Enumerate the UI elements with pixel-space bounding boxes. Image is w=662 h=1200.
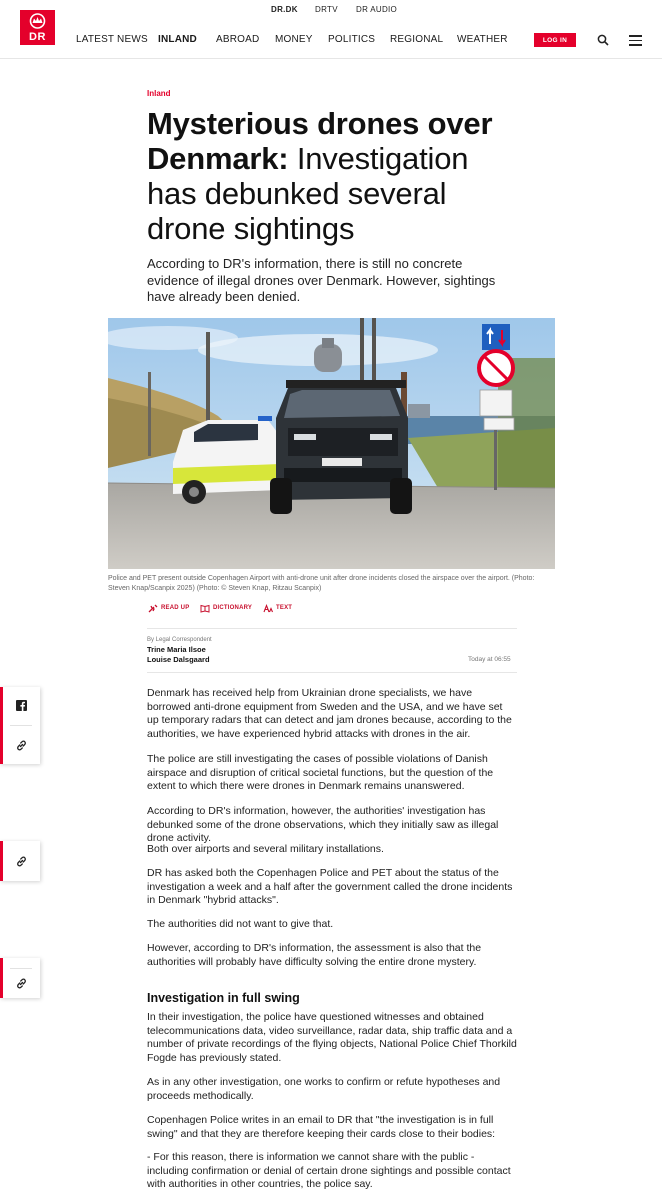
read-up-label: READ UP xyxy=(161,605,190,611)
nav-item-politics[interactable]: POLITICS xyxy=(328,34,376,45)
photo-caption: Police and PET present outside Copenhagen Airport with anti-drone unit after drone incidents closed the airspace over the airport. (Photo: Steven Knap/Scanpix 2025) (Photo: © Steven Knap, Ritzau Scanpix) xyxy=(108,575,535,592)
copy-link-button[interactable] xyxy=(3,965,40,1002)
nav-item-inland[interactable]: INLAND xyxy=(158,34,197,45)
hero-photo xyxy=(108,318,555,569)
login-button[interactable]: LOG IN xyxy=(534,33,576,47)
article-headline xyxy=(147,106,517,246)
nav-item-money[interactable]: MONEY xyxy=(275,34,313,45)
copy-link-button[interactable] xyxy=(3,843,40,880)
nav-item-regional[interactable]: REGIONAL xyxy=(390,34,444,45)
article-category[interactable]: Inland xyxy=(147,89,171,98)
search-icon[interactable] xyxy=(597,34,609,46)
logo-text: DR xyxy=(29,31,46,43)
copy-link-button[interactable] xyxy=(3,727,40,764)
share-rail-bottom xyxy=(0,958,40,998)
text-size-icon xyxy=(263,604,273,613)
book-icon xyxy=(200,604,210,613)
topbar-link-drtv[interactable]: DRTV xyxy=(315,5,338,14)
author-name[interactable]: Louise Dalsgaard xyxy=(147,655,210,664)
section-subheading: Investigation in full swing xyxy=(147,991,300,1005)
nav-item-weather[interactable]: WEATHER xyxy=(457,34,508,45)
nav-item-abroad[interactable]: ABROAD xyxy=(216,34,260,45)
body-paragraph: However, according to DR's information, the assessment is also that the authorities will probably have difficulty solving the entire drone mystery. xyxy=(147,942,482,968)
headline-rest: Investigation has debunked several drone sightings xyxy=(147,141,469,246)
tools-divider xyxy=(147,628,517,629)
share-rail-middle xyxy=(0,841,40,881)
body-paragraph: Copenhagen Police writes in an email to DR that "the investigation is in full swing" and that they are therefore keeping their cards close to their bodies: xyxy=(147,1114,496,1140)
body-paragraph: - For this reason, there is information we cannot share with the public - including confirmation or denial of certain drone sightings and possible contact with authorities in other countries, the police say. xyxy=(147,1151,511,1191)
byline-role: By Legal Correspondent xyxy=(147,637,212,643)
article-lead: According to DR's information, there is still no concrete evidence of illegal drones over Denmark. However, sightings have already been denied. xyxy=(147,256,496,304)
headline-strong: Mysterious drones over Denmark: xyxy=(147,106,493,176)
body-paragraph: The authorities did not want to give that. xyxy=(147,918,334,930)
crown-icon xyxy=(28,13,47,29)
hamburger-menu-icon[interactable] xyxy=(629,35,642,46)
nav-item-latest-news[interactable]: LATEST NEWS xyxy=(76,34,148,45)
link-icon xyxy=(16,978,27,989)
body-paragraph: As in any other investigation, one works to confirm or refute hypotheses and proceeds methodically. xyxy=(147,1076,501,1102)
body-paragraph: The police are still investigating the cases of possible violations of Danish airspace and disruption of critical societal functions, but the question of the extent to which there were drones in Denmark remains unanswered. xyxy=(147,753,494,793)
link-icon xyxy=(16,856,27,867)
nav-divider xyxy=(0,58,662,59)
dictionary-label: DICTIONARY xyxy=(213,605,253,611)
facebook-share-button[interactable] xyxy=(3,687,40,724)
share-separator xyxy=(10,725,32,726)
body-paragraph: DR has asked both the Copenhagen Police and PET about the status of the investigation a week and a half after the government called the drone incidents in Denmark "hybrid attacks". xyxy=(147,867,513,907)
read-up-icon xyxy=(148,604,158,613)
author-name[interactable]: Trine Maria Ilsoe xyxy=(147,645,206,654)
publish-time: Today at 06:55 xyxy=(468,656,511,663)
text-size-label: TEXT xyxy=(276,605,293,611)
body-paragraph: Denmark has received help from Ukrainian drone specialists, we have borrowed anti-drone equipment from Sweden and the USA, and we have set up temporary radars that can detect and jam drones because, according to the authorities, we have experienced hybrid attacks with drones in the air. xyxy=(147,687,512,740)
body-paragraph: According to DR's information, however, the authorities' investigation has debunked some of the drone observations, which they initially saw as illegal drone activity. xyxy=(147,805,499,845)
byline-divider xyxy=(147,672,517,673)
top-strip xyxy=(0,0,662,20)
body-paragraph: Both over airports and several military installations. xyxy=(147,843,384,855)
share-rail-top xyxy=(0,687,40,764)
link-icon xyxy=(16,740,27,751)
topbar-link-drdk[interactable]: DR.DK xyxy=(271,5,298,14)
topbar-link-draudio[interactable]: DR AUDIO xyxy=(356,5,398,14)
body-paragraph: In their investigation, the police have questioned witnesses and obtained telecommunications data, video surveillance, radar data, ship traffic data and a number of private recordings of the flying objects, National Police Chief Thorkild Fogde has previously stated. xyxy=(147,1011,517,1064)
facebook-icon xyxy=(16,700,27,711)
